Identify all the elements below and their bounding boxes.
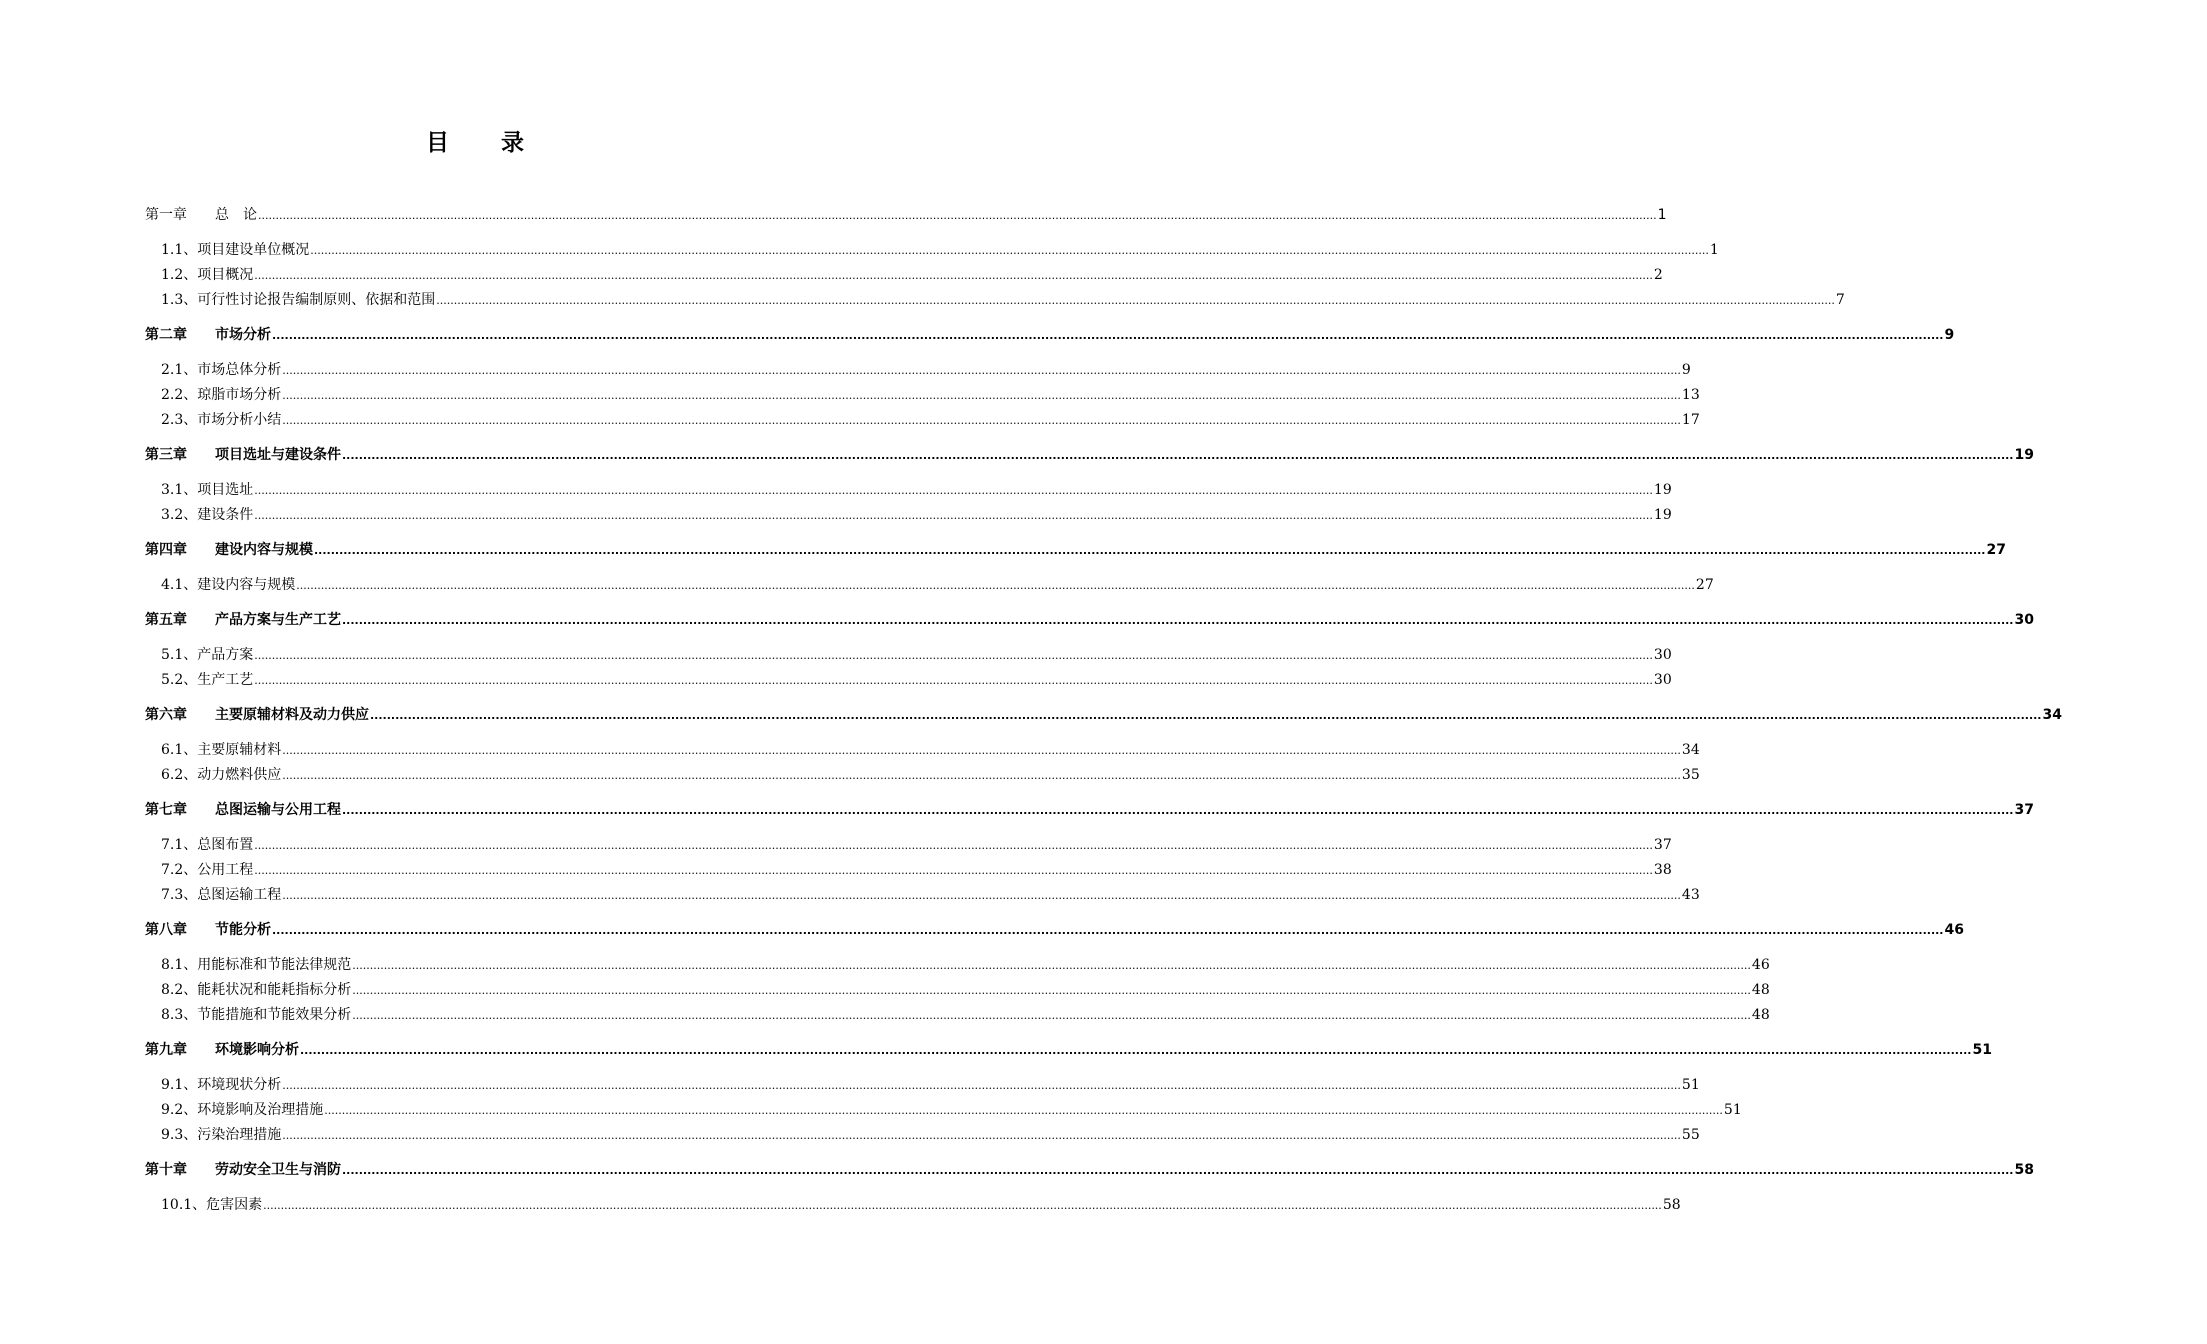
toc-section-entry[interactable] xyxy=(0,1124,1700,1144)
toc-page-number: 35 xyxy=(1681,767,1700,783)
toc-page-number: 17 xyxy=(1681,412,1700,428)
chapter-number: 第九章 xyxy=(145,1042,187,1058)
toc-page-number: 48 xyxy=(1751,1007,1770,1023)
dot-leader: ................................................................................................................................................................................................................................................................................................................................................................................................................ xyxy=(352,984,1751,997)
toc-chapter-entry[interactable] xyxy=(0,1159,2034,1179)
toc-page-number: 34 xyxy=(2042,707,2062,723)
toc-chapter-entry[interactable] xyxy=(0,1039,1992,1059)
toc-section-entry[interactable] xyxy=(0,979,1770,999)
toc-section-entry[interactable] xyxy=(0,359,1691,379)
chapter-number: 第五章 xyxy=(145,612,187,628)
toc-section-entry[interactable] xyxy=(0,504,1672,524)
toc-chapter-entry[interactable] xyxy=(0,704,2062,724)
toc-entry-label: 8.3、节能措施和节能效果分析 xyxy=(161,1007,352,1023)
dot-leader: ................................................................................................................................................................................................................................................................................................................................................................................................................ xyxy=(254,269,1653,282)
toc-chapter-entry[interactable] xyxy=(0,799,2034,819)
toc-section-entry[interactable] xyxy=(0,384,1700,404)
toc-page-number: 19 xyxy=(1653,507,1672,523)
toc-entry-label: 5.1、产品方案 xyxy=(161,647,254,663)
chapter-title: 环境影响分析 xyxy=(215,1042,299,1058)
chapter-title: 节能分析 xyxy=(215,922,271,938)
dot-leader: ................................................................................................................................................................................................................................................................................................................................................................................................................ xyxy=(352,959,1751,972)
toc-entry-label xyxy=(0,444,341,464)
toc-chapter-entry[interactable] xyxy=(0,324,1955,344)
chapter-number: 第八章 xyxy=(145,922,187,938)
dot-leader: ................................................................................................................................................................................................................................................................................................................................................................................................................ xyxy=(314,544,1986,557)
toc-section-entry[interactable] xyxy=(0,834,1672,854)
toc-page-number: 37 xyxy=(1653,837,1672,853)
dot-leader: ................................................................................................................................................................................................................................................................................................................................................................................................................ xyxy=(254,484,1653,497)
toc-section-entry[interactable] xyxy=(0,884,1700,904)
toc-page-number: 13 xyxy=(1681,387,1700,403)
toc-section-entry[interactable] xyxy=(0,1194,1681,1214)
toc-entry-label xyxy=(0,919,271,939)
toc-page-number: 30 xyxy=(1653,647,1672,663)
toc-section-entry[interactable] xyxy=(0,859,1672,879)
dot-leader: ................................................................................................................................................................................................................................................................................................................................................................................................................ xyxy=(263,1199,1662,1212)
toc-section-entry[interactable] xyxy=(0,764,1700,784)
dot-leader: ................................................................................................................................................................................................................................................................................................................................................................................................................ xyxy=(342,804,2014,817)
toc-entry-label xyxy=(0,204,257,224)
toc-chapter-entry[interactable] xyxy=(0,919,1964,939)
toc-page-number: 38 xyxy=(1653,862,1672,878)
toc-entry-label xyxy=(0,1039,299,1059)
toc-page-number: 27 xyxy=(1986,542,2006,558)
toc-page-number: 51 xyxy=(1723,1102,1742,1118)
toc-entry-label: 9.2、环境影响及治理措施 xyxy=(161,1102,324,1118)
toc-entry-label: 8.2、能耗状况和能耗指标分析 xyxy=(161,982,352,998)
toc-entry-label: 3.1、项目选址 xyxy=(161,482,254,498)
toc-section-entry[interactable] xyxy=(0,479,1672,499)
toc-page-number: 58 xyxy=(2014,1162,2034,1178)
toc-page-number: 7 xyxy=(1835,292,1845,308)
toc-page-number: 55 xyxy=(1681,1127,1700,1143)
chapter-title: 总图运输与公用工程 xyxy=(215,802,341,818)
chapter-title: 劳动安全卫生与消防 xyxy=(215,1162,341,1178)
dot-leader: ................................................................................................................................................................................................................................................................................................................................................................................................................ xyxy=(282,389,1681,402)
dot-leader: ................................................................................................................................................................................................................................................................................................................................................................................................................ xyxy=(282,769,1681,782)
chapter-title: 产品方案与生产工艺 xyxy=(215,612,341,628)
dot-leader: ................................................................................................................................................................................................................................................................................................................................................................................................................ xyxy=(254,674,1653,687)
dot-leader: ................................................................................................................................................................................................................................................................................................................................................................................................................ xyxy=(282,364,1681,377)
toc-page-number: 43 xyxy=(1681,887,1700,903)
toc-section-entry[interactable] xyxy=(0,574,1714,594)
toc-entry-label: 5.2、生产工艺 xyxy=(161,672,254,688)
toc-entry-label xyxy=(0,539,313,559)
dot-leader: ................................................................................................................................................................................................................................................................................................................................................................................................................ xyxy=(342,1164,2014,1177)
toc-page-number: 9 xyxy=(1944,327,1955,343)
chapter-number: 第六章 xyxy=(145,707,187,723)
toc-page-number: 46 xyxy=(1944,922,1964,938)
toc-page-number: 1 xyxy=(1709,242,1719,258)
chapter-number: 第三章 xyxy=(145,447,187,463)
dot-leader: ................................................................................................................................................................................................................................................................................................................................................................................................................ xyxy=(272,329,1944,342)
page-title: 目 录 xyxy=(425,130,546,156)
toc-entry-label: 2.1、市场总体分析 xyxy=(161,362,282,378)
toc-page-number: 30 xyxy=(2014,612,2034,628)
toc-entry-label xyxy=(0,704,369,724)
toc-entry-label: 2.3、市场分析小结 xyxy=(161,412,282,428)
dot-leader: ................................................................................................................................................................................................................................................................................................................................................................................................................ xyxy=(254,864,1653,877)
toc-entry-label: 9.1、环境现状分析 xyxy=(161,1077,282,1093)
toc-entry-label: 6.1、主要原辅材料 xyxy=(161,742,282,758)
chapter-title: 建设内容与规模 xyxy=(215,542,313,558)
dot-leader: ................................................................................................................................................................................................................................................................................................................................................................................................................ xyxy=(300,1044,1972,1057)
toc-section-entry[interactable] xyxy=(0,1004,1770,1024)
toc-section-entry[interactable] xyxy=(0,644,1672,664)
toc-page-number: 48 xyxy=(1751,982,1770,998)
dot-leader: ................................................................................................................................................................................................................................................................................................................................................................................................................ xyxy=(282,1129,1681,1142)
toc-page-number: 51 xyxy=(1681,1077,1700,1093)
toc-entry-label: 1.1、项目建设单位概况 xyxy=(161,242,310,258)
chapter-number: 第一章 xyxy=(145,207,187,223)
toc-entry-label xyxy=(0,609,341,629)
toc-entry-label: 2.2、琼脂市场分析 xyxy=(161,387,282,403)
toc-chapter-entry[interactable] xyxy=(0,204,1667,224)
dot-leader: ................................................................................................................................................................................................................................................................................................................................................................................................................ xyxy=(272,924,1944,937)
dot-leader: ................................................................................................................................................................................................................................................................................................................................................................................................................ xyxy=(310,244,1709,257)
toc-chapter-entry[interactable] xyxy=(0,444,2034,464)
toc-entry-label: 7.1、总图布置 xyxy=(161,837,254,853)
toc-entry-label: 1.3、可行性讨论报告编制原则、依据和范围 xyxy=(161,292,436,308)
chapter-title: 总 论 xyxy=(215,207,257,223)
toc-page-number: 46 xyxy=(1751,957,1770,973)
dot-leader: ................................................................................................................................................................................................................................................................................................................................................................................................................ xyxy=(282,889,1681,902)
chapter-title: 项目选址与建设条件 xyxy=(215,447,341,463)
dot-leader: ................................................................................................................................................................................................................................................................................................................................................................................................................ xyxy=(342,614,2014,627)
dot-leader: ................................................................................................................................................................................................................................................................................................................................................................................................................ xyxy=(258,209,1657,222)
toc-chapter-entry[interactable] xyxy=(0,609,2034,629)
toc-section-entry[interactable] xyxy=(0,739,1700,759)
toc-page-number: 2 xyxy=(1653,267,1663,283)
chapter-title: 市场分析 xyxy=(215,327,271,343)
toc-entry-label: 1.2、项目概况 xyxy=(161,267,254,283)
dot-leader: ................................................................................................................................................................................................................................................................................................................................................................................................................ xyxy=(254,509,1653,522)
toc-entry-label: 4.1、建设内容与规模 xyxy=(161,577,296,593)
dot-leader: ................................................................................................................................................................................................................................................................................................................................................................................................................ xyxy=(296,579,1695,592)
chapter-title: 主要原辅材料及动力供应 xyxy=(215,707,369,723)
toc-section-entry[interactable] xyxy=(0,669,1672,689)
chapter-number: 第二章 xyxy=(145,327,187,343)
toc-page-number: 51 xyxy=(1972,1042,1992,1058)
chapter-number: 第四章 xyxy=(145,542,187,558)
toc-entry-label xyxy=(0,324,271,344)
dot-leader: ................................................................................................................................................................................................................................................................................................................................................................................................................ xyxy=(436,294,1835,307)
toc-page-number: 58 xyxy=(1662,1197,1681,1213)
dot-leader: ................................................................................................................................................................................................................................................................................................................................................................................................................ xyxy=(282,414,1681,427)
toc-section-entry[interactable] xyxy=(0,1074,1700,1094)
toc-page-number: 27 xyxy=(1695,577,1714,593)
toc-page-number: 1 xyxy=(1657,207,1667,223)
toc-page-number: 9 xyxy=(1681,362,1691,378)
dot-leader: ................................................................................................................................................................................................................................................................................................................................................................................................................ xyxy=(254,649,1653,662)
dot-leader: ................................................................................................................................................................................................................................................................................................................................................................................................................ xyxy=(282,744,1681,757)
toc-entry-label xyxy=(0,799,341,819)
toc-entry-label: 7.3、总图运输工程 xyxy=(161,887,282,903)
toc-page-number: 19 xyxy=(2014,447,2034,463)
toc-entry-label: 10.1、危害因素 xyxy=(161,1197,263,1213)
chapter-number: 第七章 xyxy=(145,802,187,818)
toc-section-entry[interactable] xyxy=(0,289,1845,309)
toc-section-entry[interactable] xyxy=(0,954,1770,974)
toc-section-entry[interactable] xyxy=(0,1099,1742,1119)
toc-page-number: 37 xyxy=(2014,802,2034,818)
toc-entry-label: 8.1、用能标准和节能法律规范 xyxy=(161,957,352,973)
toc-entry-label: 9.3、污染治理措施 xyxy=(161,1127,282,1143)
chapter-number: 第十章 xyxy=(145,1162,187,1178)
toc-section-entry[interactable] xyxy=(0,264,1663,284)
toc-entry-label: 6.2、动力燃料供应 xyxy=(161,767,282,783)
dot-leader: ................................................................................................................................................................................................................................................................................................................................................................................................................ xyxy=(342,449,2014,462)
dot-leader: ................................................................................................................................................................................................................................................................................................................................................................................................................ xyxy=(254,839,1653,852)
toc-page-number: 34 xyxy=(1681,742,1700,758)
dot-leader: ................................................................................................................................................................................................................................................................................................................................................................................................................ xyxy=(324,1104,1723,1117)
toc-chapter-entry[interactable] xyxy=(0,539,2006,559)
toc-entry-label xyxy=(0,1159,341,1179)
toc-entry-label: 7.2、公用工程 xyxy=(161,862,254,878)
toc-section-entry[interactable] xyxy=(0,409,1700,429)
toc-section-entry[interactable] xyxy=(0,239,1719,259)
dot-leader: ................................................................................................................................................................................................................................................................................................................................................................................................................ xyxy=(370,709,2042,722)
dot-leader: ................................................................................................................................................................................................................................................................................................................................................................................................................ xyxy=(282,1079,1681,1092)
toc-page-number: 19 xyxy=(1653,482,1672,498)
toc-page-number: 30 xyxy=(1653,672,1672,688)
toc-entry-label: 3.2、建设条件 xyxy=(161,507,254,523)
dot-leader: ................................................................................................................................................................................................................................................................................................................................................................................................................ xyxy=(352,1009,1751,1022)
